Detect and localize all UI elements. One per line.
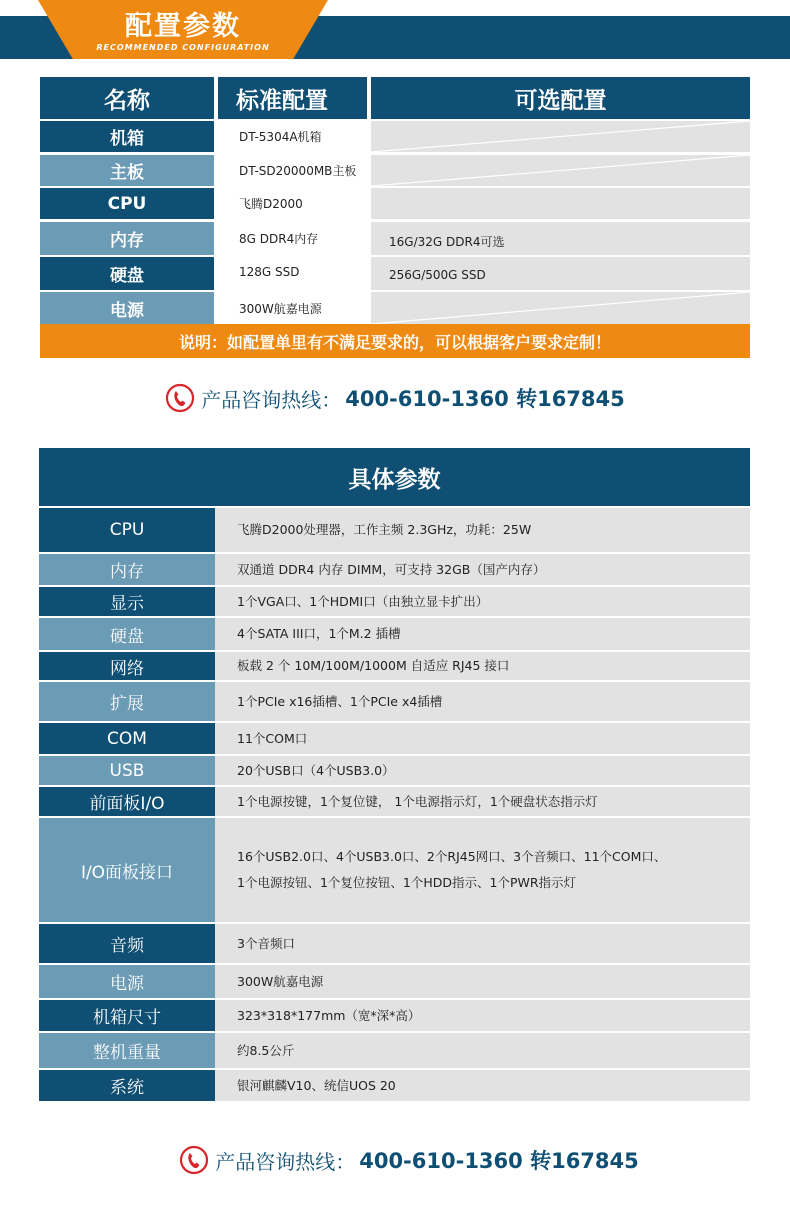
spec-value-line: 16个USB2.0口、4个USB3.0口、2个RJ45网口、3个音频口、11个COM口、 [237, 849, 667, 864]
spec-row [39, 1070, 750, 1101]
spec-value-line: 4个SATA III口，1个M.2 插槽 [237, 626, 401, 641]
section-banner [0, 0, 790, 59]
spec-value-line: 20个USB口（4个USB3.0） [237, 762, 395, 778]
banner-subtitle: RECOMMENDED CONFIGURATION [96, 43, 270, 52]
config-row-optional [371, 222, 750, 255]
spec-value-line: 3个音频口 [237, 935, 295, 951]
spec-row-name: 硬盘 [39, 618, 215, 650]
spec-row-name: 电源 [39, 965, 215, 998]
config-row-name: CPU [40, 188, 214, 219]
hotline-number: 400-610-1360 转167845 [359, 1149, 639, 1173]
spec-value-line: 1个VGA口、1个HDMI口（由独立显卡扩出） [237, 593, 489, 609]
spec-row [39, 723, 750, 754]
spec-value-line: 双通道 DDR4 内存 DIMM，可支持 32GB（国产内存） [237, 561, 546, 577]
config-row [40, 121, 750, 152]
spec-row [39, 554, 750, 585]
config-row-standard: 300W航嘉电源 [218, 292, 367, 324]
config-row-standard: 128G SSD [218, 257, 367, 290]
config-row-optional [371, 121, 750, 152]
spec-row-value [215, 924, 750, 963]
spec-row [39, 818, 750, 922]
config-header-optional: 可选配置 [371, 77, 750, 119]
spec-row-value [215, 554, 750, 585]
spec-row-name: 音频 [39, 924, 215, 963]
spec-row-value [215, 965, 750, 998]
config-row-name: 主板 [40, 155, 214, 186]
spec-row-value [215, 1070, 750, 1101]
spec-row [39, 682, 750, 721]
empty-cell-diagonal [371, 292, 750, 324]
config-row-name: 电源 [40, 292, 214, 324]
config-row [40, 155, 750, 186]
config-row-optional [371, 155, 750, 186]
spec-row [39, 1000, 750, 1031]
spec-row-name: 扩展 [39, 682, 215, 721]
config-header-name: 名称 [40, 77, 214, 119]
config-row-standard: 8G DDR4内存 [218, 222, 367, 255]
spec-value-line: 300W航嘉电源 [237, 973, 324, 989]
spec-row-name: 显示 [39, 587, 215, 616]
config-row-optional-text: 256G/500G SSD [389, 267, 486, 282]
spec-row [39, 508, 750, 552]
config-row-optional [371, 257, 750, 290]
config-row-standard: 飞腾D2000 [218, 188, 367, 219]
spec-row-value [215, 682, 750, 721]
spec-row [39, 1033, 750, 1068]
hotline [0, 1142, 790, 1178]
spec-value-line: 板载 2 个 10M/100M/1000M 自适应 RJ45 接口 [237, 658, 510, 673]
spec-row-value [215, 587, 750, 616]
spec-row-name: 系统 [39, 1070, 215, 1101]
config-row-optional-text: 16G/32G DDR4可选 [389, 235, 505, 249]
hotline-number: 400-610-1360 转167845 [345, 387, 625, 411]
spec-value-line: 11个COM口 [237, 730, 308, 746]
spec-row-value [215, 787, 750, 816]
spec-row [39, 587, 750, 616]
spec-row [39, 787, 750, 816]
config-row [40, 188, 750, 219]
spec-value-line: 飞腾D2000处理器，工作主频 2.3GHz，功耗：25W [237, 522, 532, 537]
banner-title: 配置参数 [125, 11, 241, 42]
spec-row-name: COM [39, 723, 215, 754]
spec-row-value [215, 1033, 750, 1068]
phone-icon [165, 383, 195, 413]
spec-row-value [215, 723, 750, 754]
spec-row-name: 内存 [39, 554, 215, 585]
spec-value-line: 1个PCIe x16插槽、1个PCIe x4插槽 [237, 693, 443, 709]
spec-row-value [215, 652, 750, 680]
spec-value-line: 银河麒麟V10、统信UOS 20 [237, 1077, 396, 1093]
config-row-name: 内存 [40, 222, 214, 255]
spec-row-value [215, 818, 750, 922]
spec-row-name: CPU [39, 508, 215, 552]
spec-row [39, 618, 750, 650]
config-row-name: 机箱 [40, 121, 214, 152]
spec-row [39, 924, 750, 963]
empty-cell-diagonal [371, 121, 750, 152]
spec-row [39, 652, 750, 680]
spec-row-value [215, 1000, 750, 1031]
hotline [0, 380, 790, 416]
spec-row-name: USB [39, 756, 215, 785]
config-row [40, 257, 750, 290]
config-row [40, 222, 750, 255]
spec-row-value [215, 618, 750, 650]
spec-value-line: 323*318*177mm（宽*深*高） [237, 1007, 421, 1023]
phone-icon [179, 1145, 209, 1175]
spec-row-name: 前面板I/O [39, 787, 215, 816]
config-row-standard: DT-SD20000MB主板 [218, 155, 367, 186]
spec-table-title: 具体参数 [39, 448, 750, 506]
config-note: 说明：如配置单里有不满足要求的，可以根据客户要求定制！ [40, 324, 750, 358]
spec-row-name: I/O面板接口 [39, 818, 215, 922]
hotline-label: 产品咨询热线： [201, 387, 342, 412]
spec-row-value [215, 508, 750, 552]
spec-row [39, 965, 750, 998]
spec-row-name: 网络 [39, 652, 215, 680]
empty-cell-diagonal [371, 155, 750, 186]
spec-value-line: 1个电源按钮、1个复位按钮、1个HDD指示、1个PWR指示灯 [237, 875, 577, 890]
config-row [40, 292, 750, 324]
spec-row-name: 机箱尺寸 [39, 1000, 215, 1031]
spec-row-value [215, 756, 750, 785]
hotline-label: 产品咨询热线： [215, 1149, 356, 1174]
config-row-name: 硬盘 [40, 257, 214, 290]
spec-row-name: 整机重量 [39, 1033, 215, 1068]
config-row-optional [371, 188, 750, 219]
config-header-standard: 标准配置 [218, 77, 367, 119]
spec-value-line: 1个电源按键，1个复位键， 1个电源指示灯，1个硬盘状态指示灯 [237, 793, 598, 809]
config-row-standard: DT-5304A机箱 [218, 121, 367, 152]
spec-row [39, 756, 750, 785]
spec-value-line: 约8.5公斤 [237, 1042, 295, 1058]
config-row-optional [371, 292, 750, 324]
